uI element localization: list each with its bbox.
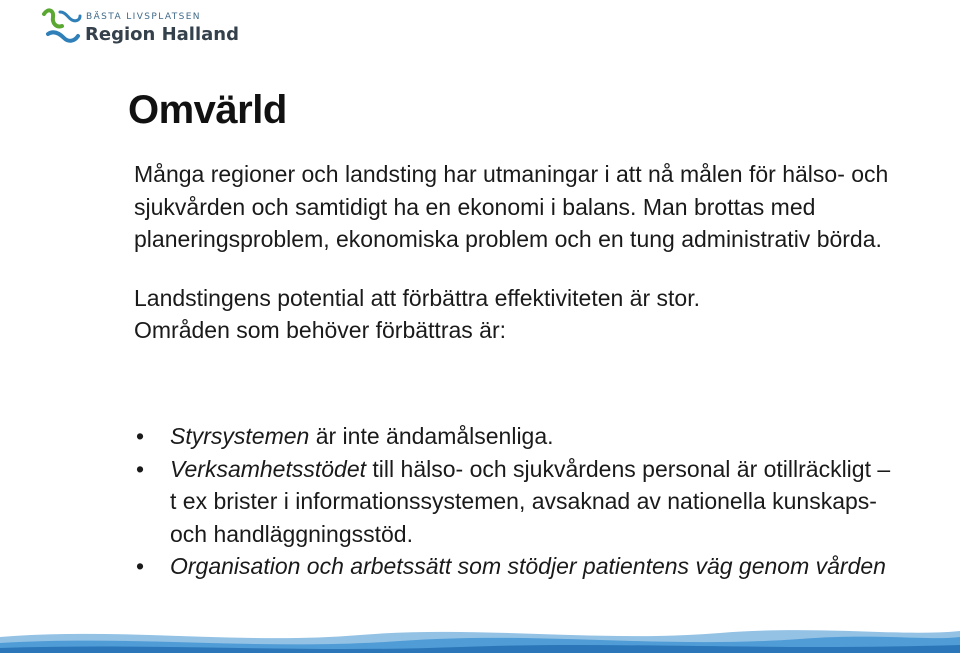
intro-paragraph: Många regioner och landsting har utmaningar i att nå målen för hälso- och sjukvården och samtidigt ha en ekonomi i balans. Man brottas med planeringsproblem, ekonomiska problem och en tung administrativ börda. bbox=[134, 161, 889, 252]
bullet-text: till hälso- och sjukvårdens personal är otillräckligt – t ex brister i informationssystemen, avsaknad av nationella kunskaps- och handläggningsstöd. bbox=[170, 455, 891, 547]
list-item bbox=[134, 420, 894, 453]
logo-tagline: BÄSTA LIVSPLATSEN bbox=[86, 12, 201, 22]
region-halland-logo bbox=[38, 4, 248, 52]
bullet-emphasis: Organisation och arbetssätt som stödjer patientens väg genom vården bbox=[170, 553, 886, 579]
potential-paragraph bbox=[134, 282, 894, 347]
list-item bbox=[134, 453, 894, 551]
potential-line-2: Områden som behöver förbättras är: bbox=[134, 317, 506, 343]
slide-body bbox=[134, 158, 894, 347]
list-item bbox=[134, 550, 894, 583]
bullet-icon: • bbox=[136, 423, 145, 449]
improvement-list bbox=[134, 420, 894, 583]
logo-name: Region Halland bbox=[85, 24, 239, 45]
bullet-emphasis: Verksamhetsstödet bbox=[170, 455, 367, 482]
logo-mark-icon bbox=[38, 4, 84, 50]
footer-wave-decoration bbox=[0, 617, 960, 653]
slide-title: Omvärld bbox=[128, 88, 287, 132]
bullet-emphasis: Styrsystemen bbox=[170, 423, 310, 449]
bullet-text: är inte ändamålsenliga. bbox=[309, 423, 554, 449]
bullet-icon: • bbox=[136, 455, 145, 482]
potential-line-1: Landstingens potential att förbättra effektiviteten är stor. bbox=[134, 284, 700, 311]
bullet-icon: • bbox=[136, 553, 145, 579]
